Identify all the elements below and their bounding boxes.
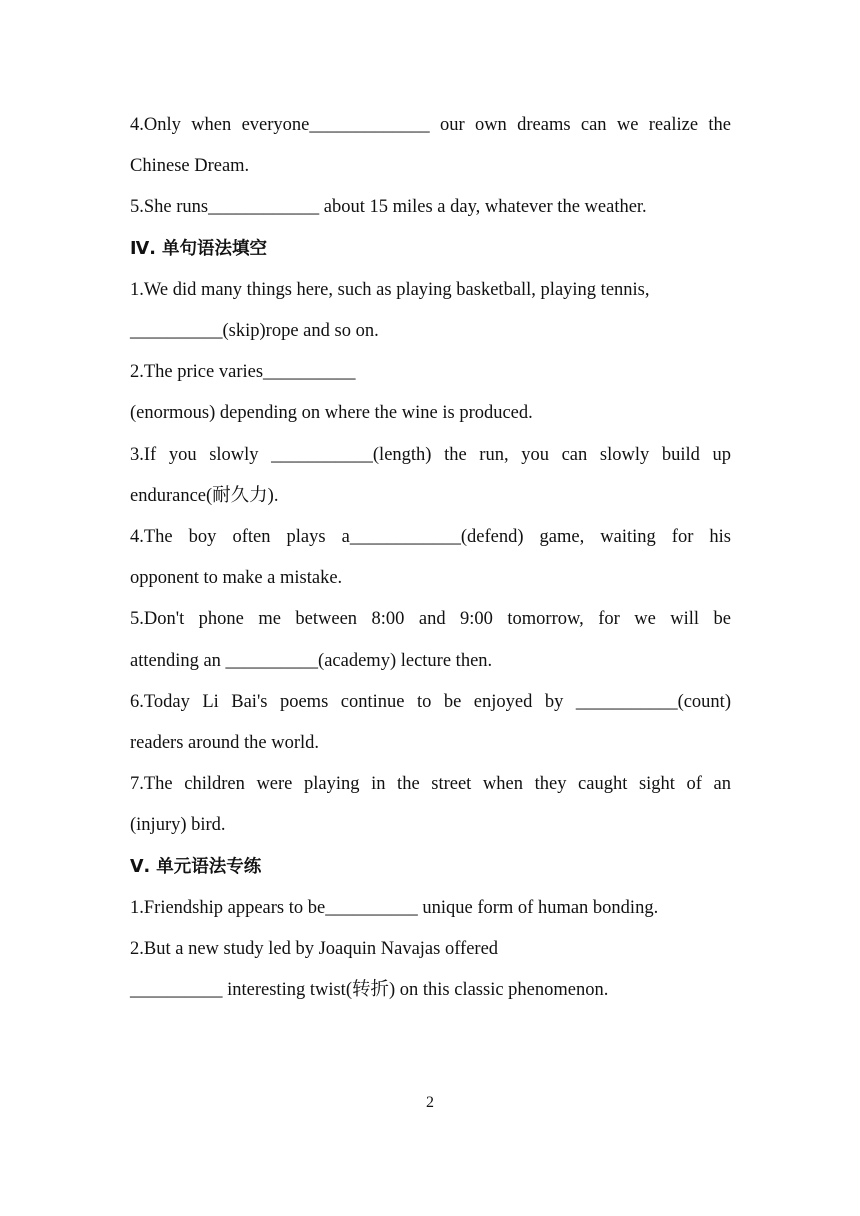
text-line: 4.Only when everyone_____________ our own dreams can we realize the <box>130 115 731 135</box>
text-line: __________ interesting twist(转折) on this classic phenomenon. <box>130 980 609 1001</box>
text-line: 4.The boy often plays a____________(defend) game, waiting for his <box>130 527 731 547</box>
text-line: 6.Today Li Bai's poems continue to be enjoyed by ___________(count) <box>130 691 731 712</box>
text-line: __________(skip)rope and so on. <box>130 321 379 341</box>
text-line: 2.But a new study led by Joaquin Navajas offered <box>130 939 499 959</box>
text-line: 3.If you slowly ___________(length) the run, you can slowly build up <box>130 444 731 465</box>
text-line: 5.Don't phone me between 8:00 and 9:00 tomorrow, for we will be <box>130 609 731 630</box>
text-line: opponent to make a mistake. <box>130 568 343 589</box>
section-heading: Ⅴ. 单元语法专练 <box>130 856 262 877</box>
text-line: readers around the world. <box>130 733 320 753</box>
text-line: endurance(耐久力). <box>130 485 279 506</box>
text-line: 1.Friendship appears to be__________ unique form of human bonding. <box>130 897 659 918</box>
text-line: 5.She runs____________ about 15 miles a day, whatever the weather. <box>130 197 647 218</box>
text-line: 1.We did many things here, such as playing basketball, playing tennis, <box>130 279 650 300</box>
text-line: 2.The price varies__________ <box>130 362 356 383</box>
text-line: 7.The children were playing in the street when they caught sight of an <box>130 774 731 795</box>
page-number: 2 <box>426 1094 434 1111</box>
text-line: attending an __________(academy) lecture then. <box>130 650 493 671</box>
text-line: (injury) bird. <box>130 815 226 836</box>
text-line: (enormous) depending on where the wine is produced. <box>130 403 533 424</box>
section-heading: Ⅳ. 单句语法填空 <box>130 238 267 259</box>
text-line: Chinese Dream. <box>130 156 250 177</box>
